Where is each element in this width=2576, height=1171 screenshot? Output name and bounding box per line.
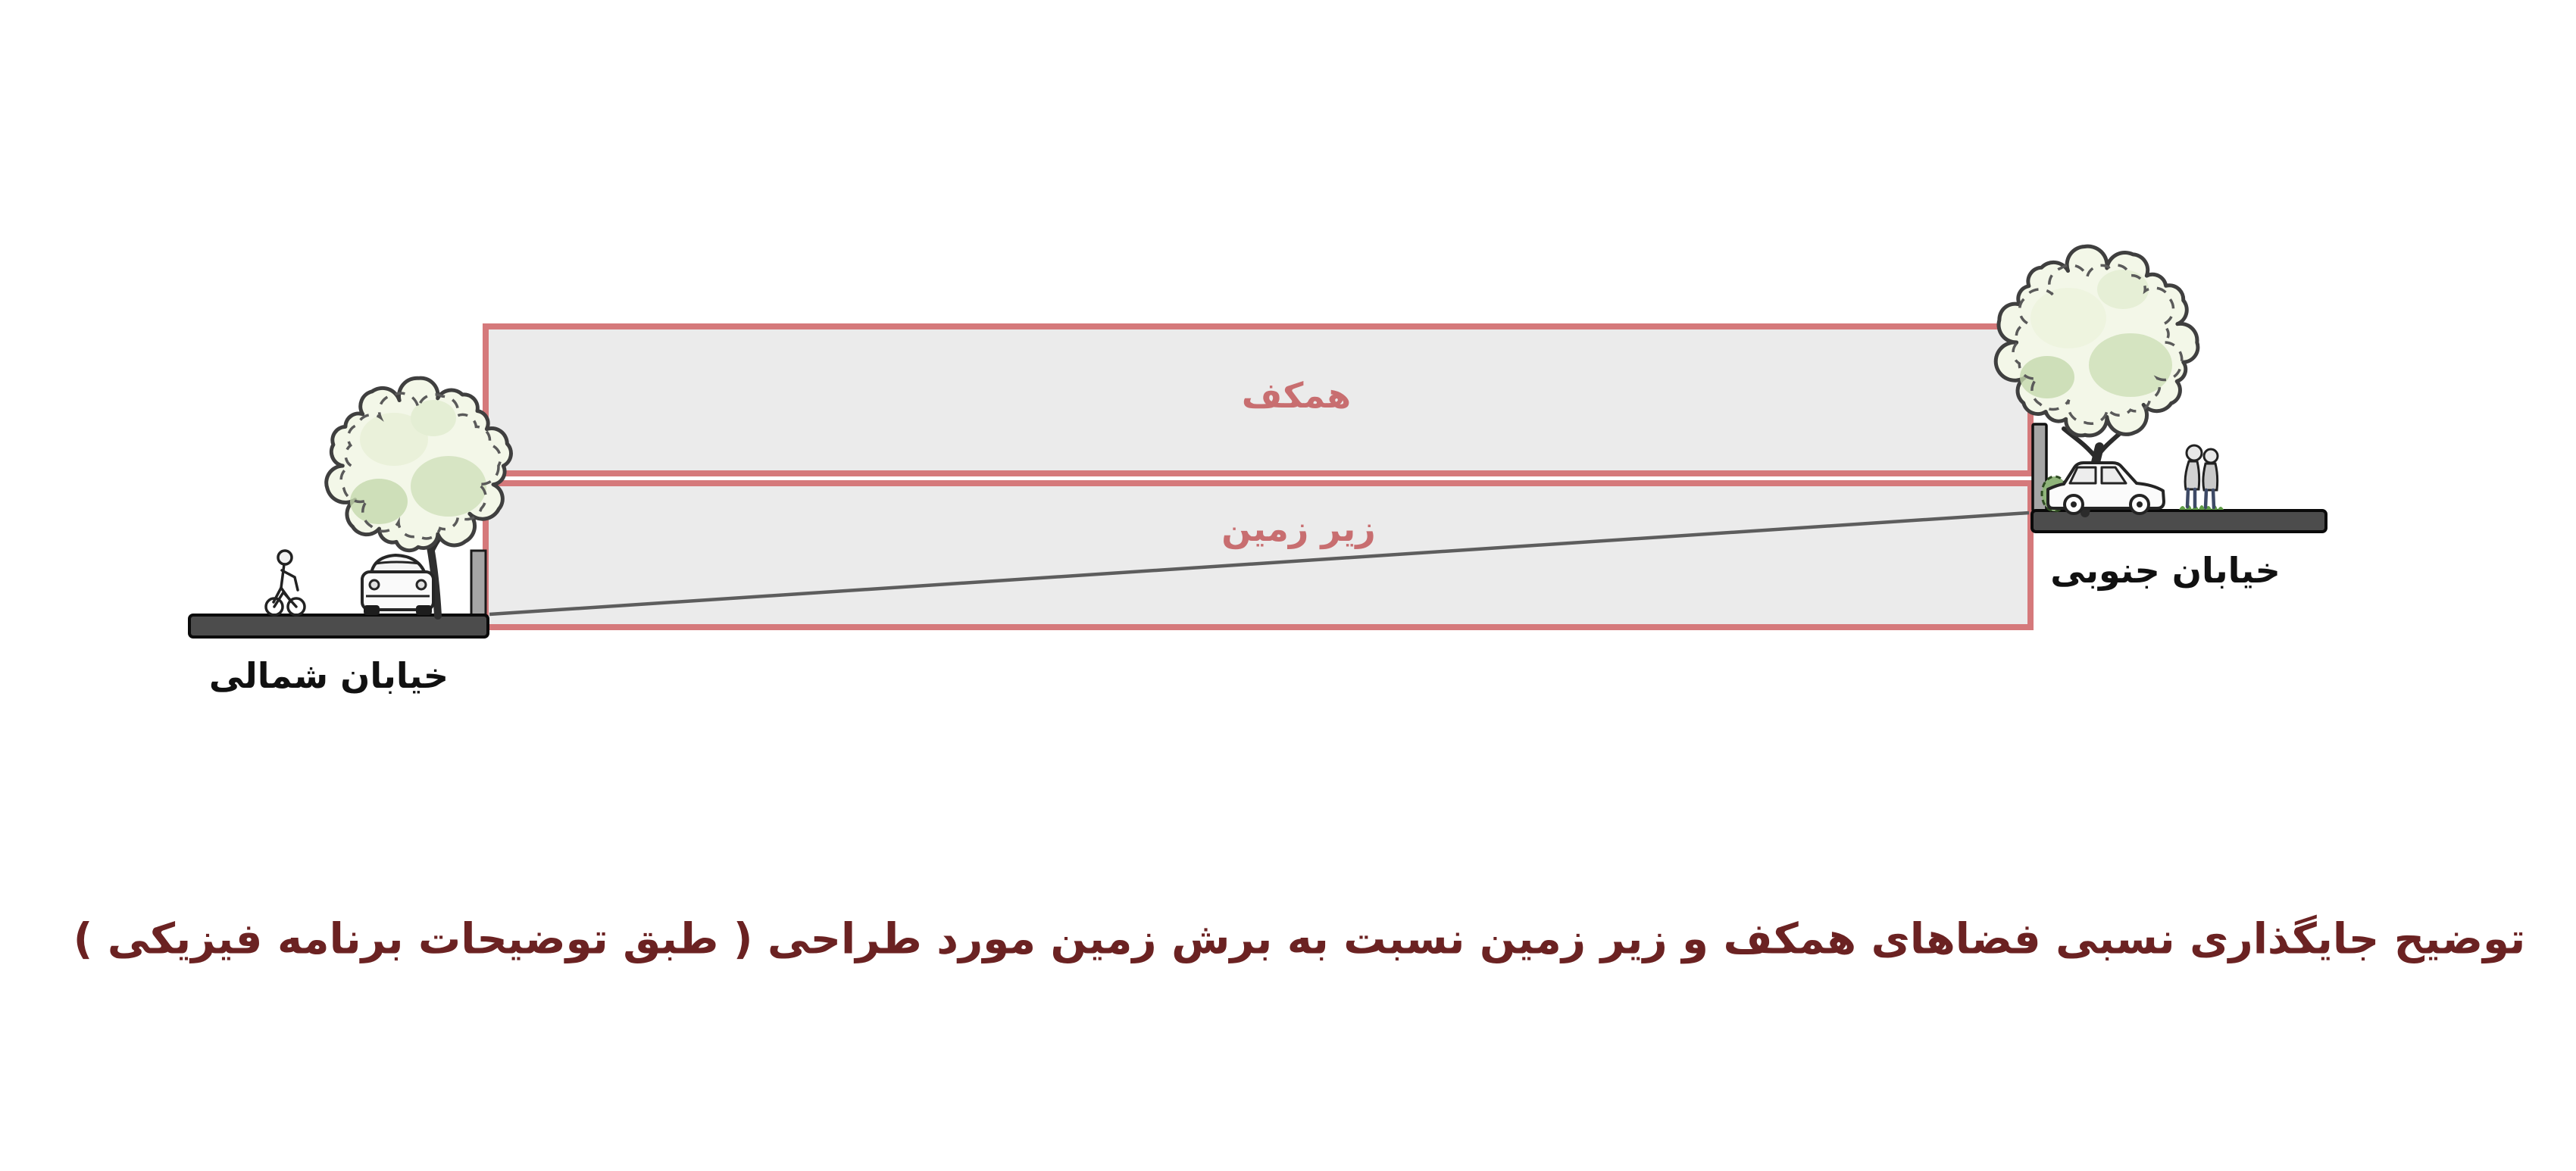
foliage-patch xyxy=(411,456,486,517)
north-retaining-wall xyxy=(471,551,486,616)
pedestrians-icon xyxy=(2179,445,2224,510)
north-street-group xyxy=(189,551,488,637)
foliage-patch xyxy=(2097,270,2149,309)
car-front-icon xyxy=(362,555,433,615)
tree-foliage xyxy=(1996,246,2198,436)
north-street-road xyxy=(189,615,488,637)
basement-box xyxy=(486,483,2030,627)
figure-caption: توضیح جایگذاری نسبی فضاهای همکف و زیر زمین نسبت به برش زمین مورد طراحی ( طبق توضیحات برنامه فیزیکی ) xyxy=(73,914,2526,964)
car-side-icon xyxy=(2048,463,2164,514)
floor-boxes xyxy=(486,326,2030,627)
north-street-label: خیابان شمالی xyxy=(208,655,449,696)
south-street-label: خیابان جنوبی xyxy=(2050,550,2281,591)
cyclist-icon xyxy=(266,551,305,615)
ground-floor-label: همکف xyxy=(1241,375,1352,416)
foliage-patch xyxy=(2030,288,2106,348)
basement-label: زیر زمین xyxy=(1221,508,1376,549)
